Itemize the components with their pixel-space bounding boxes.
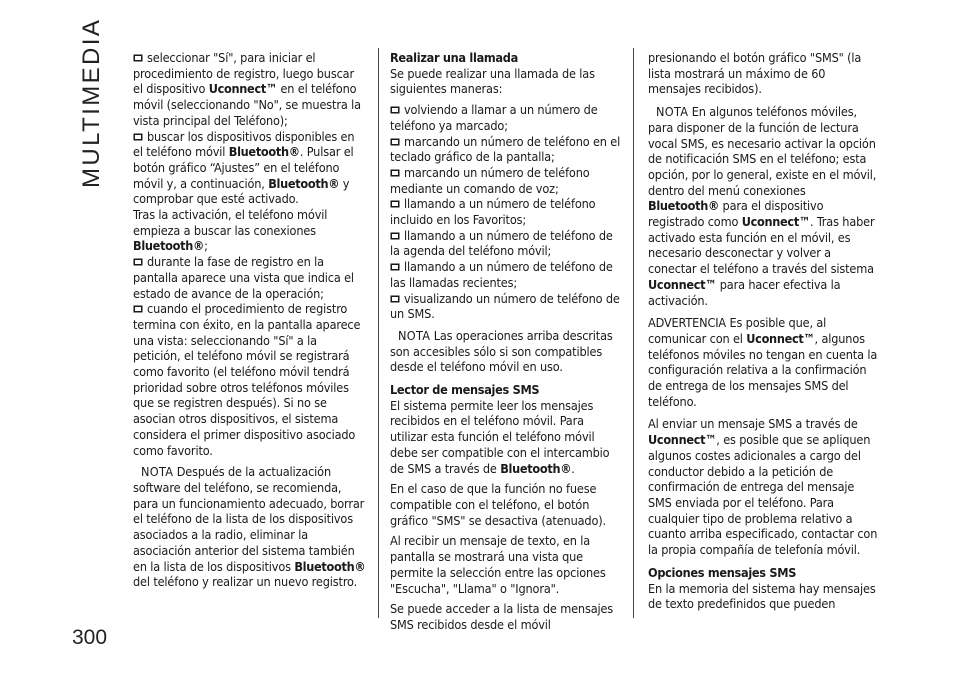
column-divider [633, 48, 634, 618]
bullet-icon [133, 305, 143, 313]
list-item: cuando el procedimiento de registro termina con éxito, en la pantalla aparece una vista: seleccionando "Sí" a la petición, el teléfono móvil se registrará como favorito (el teléfono móvil tendrá prioridad sobre otros teléfonos móviles que se registren después). Si no se asocian otros dispositivos, el sistema considera el primer dispositivo asociado como favorito. [133, 301, 361, 458]
list-item: volviendo a llamar a un número de teléfono ya marcado; [390, 102, 598, 133]
list-item: buscar los dispositivos disponibles en el teléfono móvil Bluetooth®. Pulsar el botón gráfico “Ajustes” en el teléfono móvil y, a continuación, Bluetooth® y comprobar que esté activado. [133, 128, 355, 207]
list-item: marcando un número de teléfono en el teclado gráfico de la pantalla; [390, 133, 621, 165]
bullet-icon [390, 138, 400, 146]
paragraph: Al recibir un mensaje de texto, en la pantalla se mostrará una vista que permite la selección entre las opciones "Escucha", "Llama" o "Ignora". [390, 533, 606, 596]
list-item: marcando un número de teléfono mediante un comando de voz; [390, 164, 590, 196]
paragraph: Al enviar un mensaje SMS a través de Uconnect™, es posible que se apliquen algunos costes adicionales a cargo del conductor debido a la petición de confirmación de entrega del mensaje SMS enviada por el teléfono. Para cualquier tipo de problema relativo a cuanto arriba especificado, contactar con la propia compañía de telefonía móvil. [648, 416, 878, 558]
bullet-icon [390, 263, 400, 271]
list-item: visualizando un número de teléfono de un SMS. [390, 290, 620, 322]
warning-paragraph: ADVERTENCIA Es posible que, al comunicar con el Uconnect™, algunos teléfonos móviles no tengan en cuenta la configuración relativa a la confirmación de entrega de los mensajes SMS del teléfono. [648, 315, 878, 409]
bullet-icon [133, 54, 143, 62]
section-title: MULTIMEDIA [78, 17, 105, 188]
bullet-icon [390, 295, 400, 303]
bullet-icon [390, 232, 400, 240]
note-paragraph: NOTA En algunos teléfonos móviles, para disponer de la función de lectura vocal SMS, es necesario activar la opción de notificación SMS en el teléfono; esta opción, por lo general, existe en el móvil, dentro del menú conexiones Bluetooth® para el dispositivo registrado como Uconnect™. Tras haber activado esta función en el móvil, es necesario desconectar y volver a conectar el teléfono a través del sistema Uconnect™ para hacer efectiva la activación. [648, 104, 877, 308]
note-paragraph: NOTA Las operaciones arriba descritas son accesibles sólo si son compatibles desde el teléfono móvil en uso. [390, 327, 613, 375]
list-item: durante la fase de registro en la pantalla aparece una vista que indica el estado de avance de la operación; [133, 254, 354, 301]
paragraph: Se puede realizar una llamada de las siguientes maneras: [390, 65, 595, 97]
paragraph: Tras la activación, el teléfono móvil empieza a buscar las conexiones Bluetooth®; [133, 207, 328, 254]
column-1 [133, 50, 367, 595]
paragraph: presionando el botón gráfico "SMS" (la lista mostrará un máximo de 60 mensajes recibidos). [648, 50, 862, 97]
paragraph: En el caso de que la función no fuese compatible con el teléfono, el botón gráfico "SMS" se desactiva (atenuado). [390, 481, 606, 528]
paragraph: El sistema permite leer los mensajes recibidos en el teléfono móvil. Para utilizar esta función el teléfono móvil debe ser compatible con el intercambio de SMS a través de Bluetooth®. [390, 397, 610, 476]
column-2 [390, 50, 622, 638]
bullet-icon [133, 133, 143, 141]
column-divider [378, 48, 379, 618]
column-3 [648, 50, 880, 617]
bullet-icon [133, 258, 143, 266]
list-item: llamando a un número de teléfono de la agenda del teléfono móvil; [390, 227, 613, 259]
bullet-icon [390, 106, 400, 114]
note-paragraph: NOTA Después de la actualización software del teléfono, se recomienda, para un funcionamiento adecuado, borrar el teléfono de la lista de los dispositivos asociados a la radio, eliminar la asociación anterior del sistema también en la lista de los dispositivos Bluetooth® del teléfono y realizar un nuevo registro. [133, 464, 366, 590]
section-heading: Lector de mensajes SMS [390, 382, 540, 398]
bullet-icon [390, 200, 400, 208]
section-heading: Realizar una llamada [390, 50, 518, 65]
paragraph: Se puede acceder a la lista de mensajes SMS recibidos desde el móvil [390, 601, 614, 632]
paragraph: En la memoria del sistema hay mensajes de texto predefinidos que pueden [648, 580, 876, 612]
list-item: llamando a un número de teléfono de las llamadas recientes; [390, 259, 613, 290]
page-number: 300 [72, 626, 108, 649]
list-item: seleccionar "Sí", para iniciar el procedimiento de registro, luego buscar el dispositivo Uconnect™ en el teléfono móvil (seleccionando "No", se muestra la vista principal del Teléfono); [133, 50, 361, 128]
list-item: llamando a un número de teléfono incluido en los Favoritos; [390, 196, 596, 228]
bullet-icon [390, 169, 400, 177]
section-heading: Opciones mensajes SMS [648, 564, 797, 580]
